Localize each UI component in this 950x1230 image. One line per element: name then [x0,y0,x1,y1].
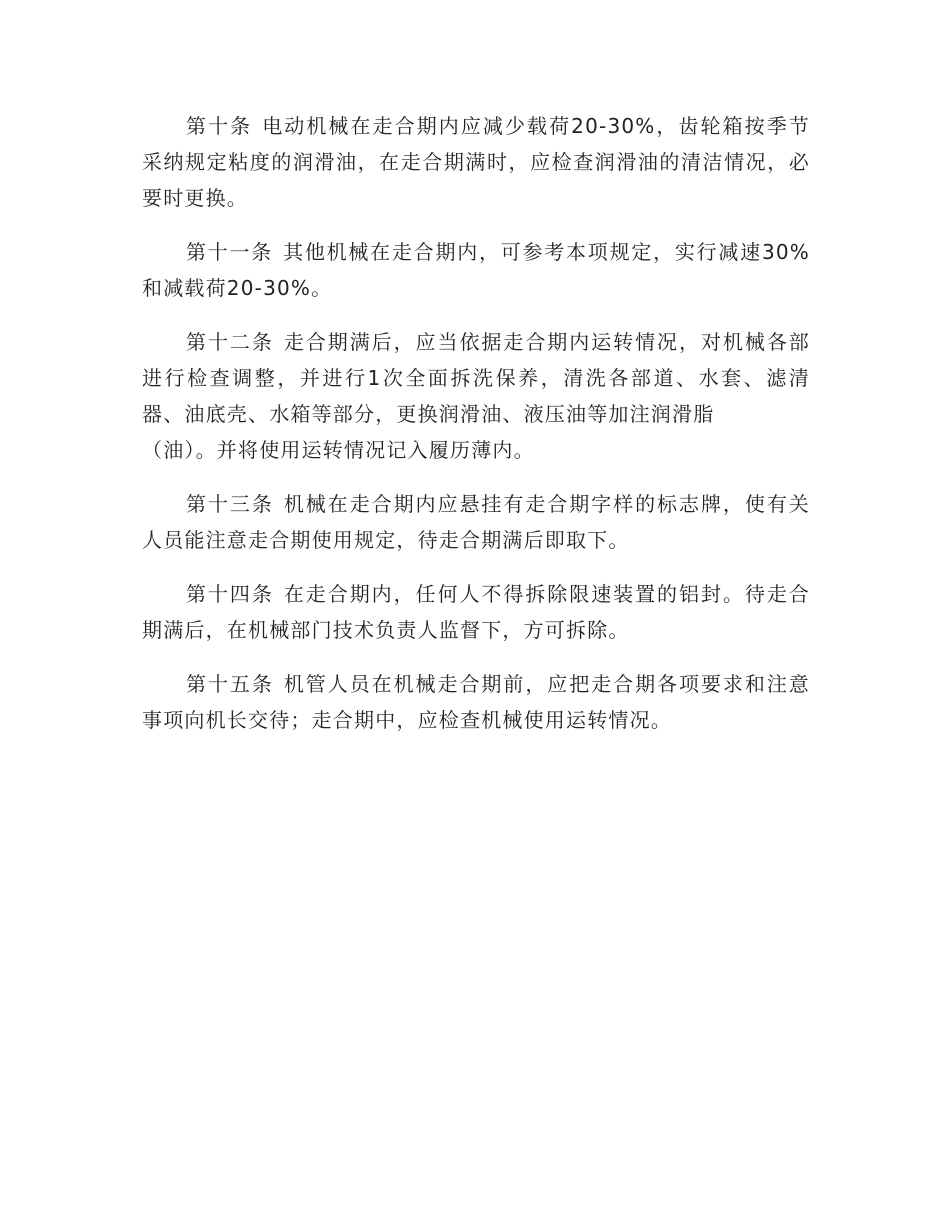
article-text: 机管人员在机械走合期前，应把走合期各项要求和注意事项向机长交待；走合期中，应检查机械使用运转情况。 [142,672,810,732]
article-11 [142,234,810,306]
article-text: 电动机械在走合期内应减少载荷20-30%，齿轮箱按季节采纳规定粘度的润滑油，在走合期满时，应检查润滑油的清洁情况，必要时更换。 [142,114,810,210]
article-heading: 第十一条 [186,240,274,264]
article-heading: 第十二条 [186,330,274,354]
article-text: 走合期满后，应当依据走合期内运转情况，对机械各部进行检查调整，并进行1次全面拆洗保养，清洗各部道、水套、滤清器、油底壳、水箱等部分，更换润滑油、液压油等加注润滑脂 [142,330,810,426]
article-text: 在走合期内，任何人不得拆除限速装置的铝封。待走合期满后，在机械部门技术负责人监督下，方可拆除。 [142,582,810,642]
article-heading: 第十四条 [186,582,274,606]
article-heading: 第十条 [186,114,253,138]
article-13 [142,486,810,558]
article-text-continuation: （油）。并将使用运转情况记入履历薄内。 [142,438,535,462]
article-12 [142,324,810,468]
article-14 [142,576,810,648]
article-heading: 第十三条 [186,492,274,516]
article-10 [142,108,810,216]
article-heading: 第十五条 [186,672,274,696]
article-text: 其他机械在走合期内，可参考本项规定，实行减速30%和减载荷20-30%。 [142,240,810,300]
document-body [142,108,810,756]
article-15 [142,666,810,738]
article-text: 机械在走合期内应悬挂有走合期字样的标志牌，使有关人员能注意走合期使用规定，待走合期满后即取下。 [142,492,810,552]
